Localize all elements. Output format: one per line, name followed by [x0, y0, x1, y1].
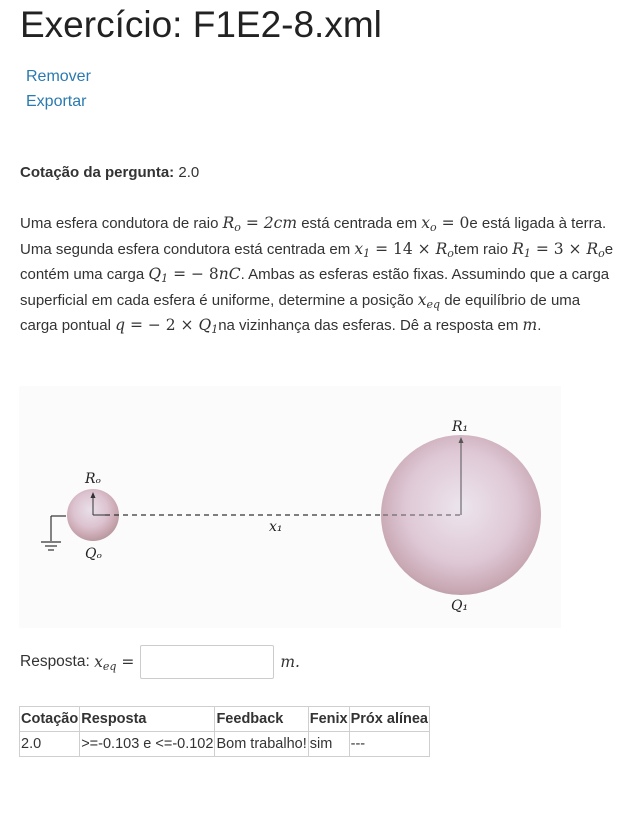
math-xo-value: $x_o = 0$: [421, 214, 470, 234]
math-ro-value: $R_o = 2cm$: [222, 214, 298, 234]
question-score: [20, 164, 199, 181]
question-text: [20, 211, 620, 339]
cell-resposta: >=-0.103 e <=-0.102: [80, 732, 215, 757]
label-ro: Rₒ: [85, 471, 101, 487]
spheres-diagram: [19, 386, 561, 628]
export-link[interactable]: Exportar: [26, 93, 87, 110]
cell-prox-alinea: ---: [349, 732, 429, 757]
header-prox-alinea: Próx alínea: [349, 707, 429, 732]
header-feedback: Feedback: [215, 707, 308, 732]
header-fenix: Fenix: [308, 707, 349, 732]
question-text-part: na vizinhança das esferas. Dê a resposta em: [218, 317, 523, 335]
question-text-part: está centrada em: [301, 215, 422, 232]
spheres-figure: [19, 386, 561, 628]
cell-feedback: Bom trabalho!: [215, 732, 308, 757]
label-qo: Qₒ: [85, 546, 102, 562]
label-r1: R₁: [452, 419, 469, 435]
remove-link[interactable]: Remover: [26, 68, 91, 85]
cell-cotacao: 2.0: [20, 732, 80, 757]
math-xeq: $x_{eq}$: [417, 290, 441, 311]
cell-fenix: sim: [308, 732, 349, 757]
results-table: [19, 706, 430, 757]
math-x1-value: $x_1 = 14 \times R_o$: [354, 239, 454, 260]
question-text-part: e está ligada à terra. Uma segunda esfera condutora está centrada em: [20, 215, 607, 258]
header-cotacao: Cotação: [20, 707, 80, 732]
score-label: Cotação da pergunta:: [20, 164, 175, 181]
table-row: [20, 732, 430, 757]
label-x1: x₁: [269, 519, 283, 535]
score-value: 2.0: [178, 164, 200, 181]
label-q1: Q₁: [451, 598, 469, 614]
math-unit-m: m: [522, 316, 538, 335]
answer-row: [20, 644, 300, 680]
action-links: [26, 64, 91, 114]
page-title: Exercício: F1E2-8.xml: [20, 4, 382, 45]
math-r1-value: $R_1 = 3 \times R_o$: [512, 239, 605, 260]
header-resposta: Resposta: [80, 707, 215, 732]
question-text-part: .: [537, 317, 542, 335]
answer-input[interactable]: [140, 645, 274, 679]
answer-math-xeq: $x_{eq}$ =: [94, 653, 135, 673]
question-text-part: tem raio: [453, 240, 513, 258]
math-q1-value: $Q_1$ = − 8nC: [148, 265, 241, 286]
answer-label: Resposta:: [20, 653, 90, 670]
answer-unit: m.: [280, 653, 300, 671]
question-text-part: Uma esfera condutora de raio: [20, 215, 223, 232]
question-text-part: de equilíbrio de uma carga pontual: [20, 291, 581, 335]
table-header-row: [20, 707, 430, 732]
question-text-part: e contém uma carga: [20, 240, 614, 284]
math-q-value: q = − $2 \times Q_1$: [115, 316, 219, 337]
question-text-part: . Ambas as esferas estão fixas. Assumindo que a carga superficial em cada esfera é uniforme, determine a posição: [20, 266, 610, 309]
